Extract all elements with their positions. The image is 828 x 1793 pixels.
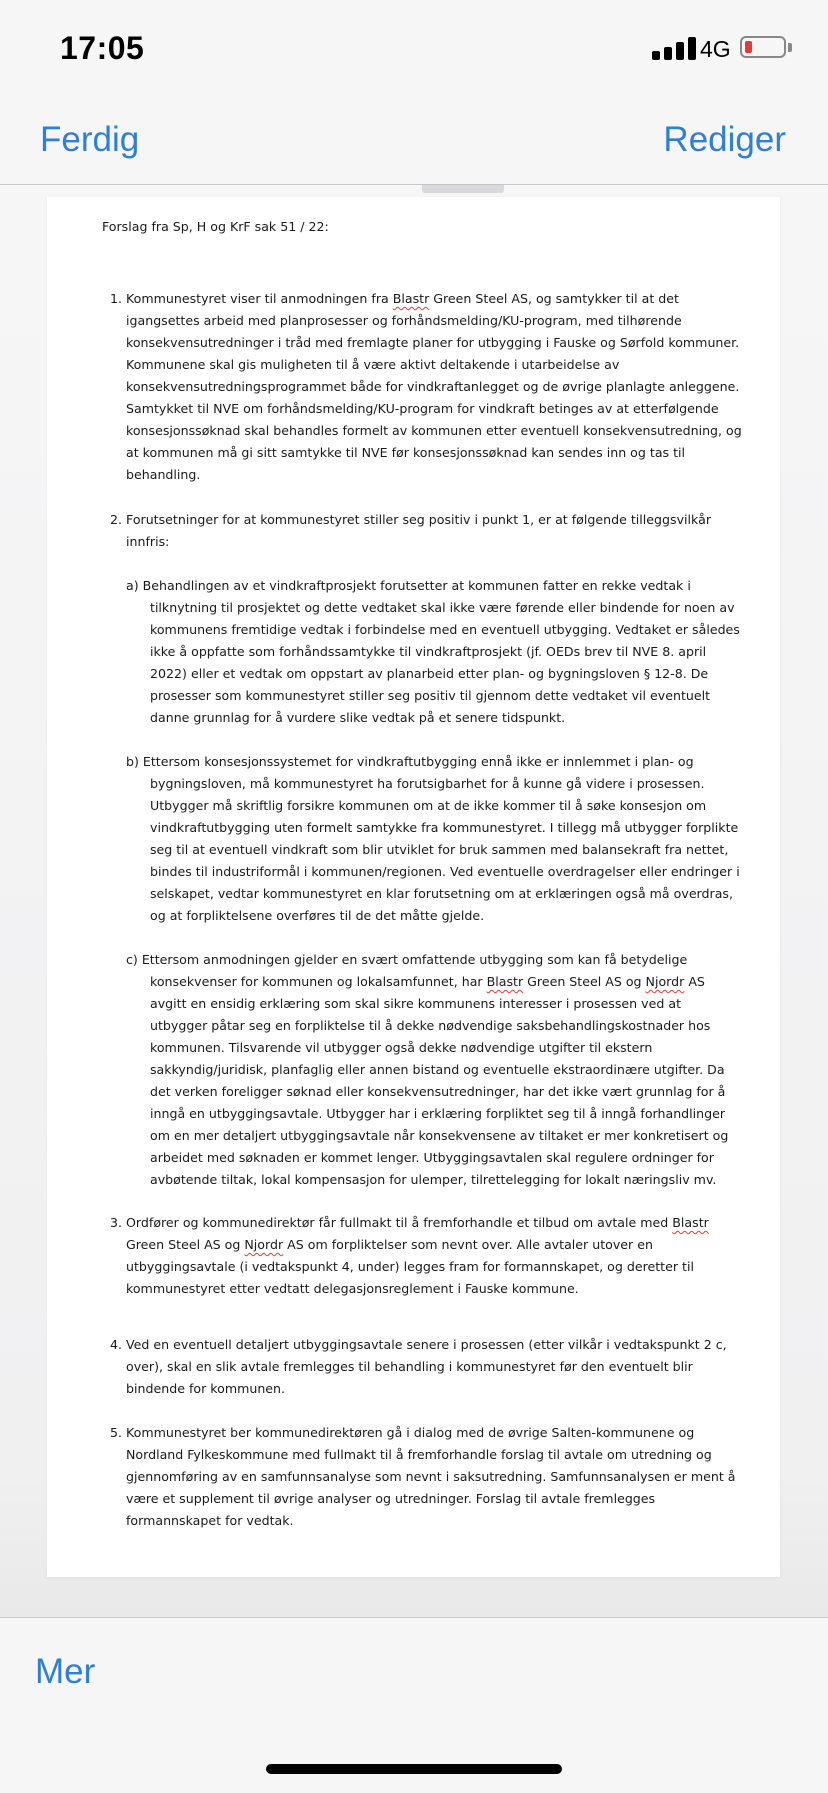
list-item-2a: a) Behandlingen av et vindkraftprosjekt forutsetter at kommunen fatter en rekke vedtak i tilknytning til prosjektet og dette vedtaket skal ikke være førende eller bindende for noen av kommunens fremtidige vedtak i forbindelse med en eventuell utbygging. Vedtaket er således ikke å oppfatte som forhåndssamtykke til vindkraftprosjekt (jf. OEDs brev til NVE 8. april 2022) eller et vedtak om oppstart av planarbeid etter plan- og bygningsloven § 12-8. De prosesser som kommunestyret stiller seg positiv til gjennom dette vedtaket vil eventuelt danne grunnlag for å vurdere slike vedtak på et senere tidspunkt. xyxy=(126,578,740,725)
document-viewer[interactable] xyxy=(0,185,828,1617)
document-page xyxy=(47,197,780,1577)
document-heading: Forslag fra Sp, H og KrF sak 51 / 22: xyxy=(102,219,329,234)
battery-tip xyxy=(788,43,792,52)
misspelled-word: Njordr xyxy=(244,1237,284,1252)
done-button[interactable]: Ferdig xyxy=(40,120,140,159)
list-item-2: 2. Forutsetninger for at kommunestyret stiller seg positiv i punkt 1, er at følgende tilleggsvilkår innfris: xyxy=(110,512,712,549)
list-item-2b: b) Ettersom konsesjonssystemet for vindkraftutbygging ennå ikke er innlemmet i plan- og bygningsloven, må kommunestyret ha forutsigbarhet for å kunne gå videre i prosessen. Utbygger må skriftlig forsikre kommunen om at de ikke kommer til å søke konsesjon om vindkraftutbygging uten formelt samtykke fra kommunestyret. I tillegg må utbygger forplikte seg til at eventuell vindkraft som blir utviklet for bruk sammen med balansekraft fra nettet, bindes til industriformål i kommunen/regionen. Ved eventuelle overdragelser eller endringer i selskapet, vedtar kommunestyret en klar forutsetning om at erklæringen også må overdras, og at forpliktelsene overføres til de det måtte gjelde. xyxy=(126,754,740,923)
list-item-3: 3. Ordfører og kommunedirektør får fullmakt til å fremforhandle et tilbud om avtale med Blastr Green Steel AS og Njordr AS om forpliktelser som nevnt over. Alle avtaler utover en utbyggingsavtale (i vedtakspunkt 4, under) legges fram for formannskapet, og deretter til kommunestyret etter vedtatt delegasjonsreglement i Fauske kommune. xyxy=(110,1215,709,1296)
scroll-tab[interactable] xyxy=(422,185,504,193)
misspelled-word: Blastr xyxy=(486,974,524,989)
status-time: 17:05 xyxy=(60,30,145,66)
status-bar xyxy=(0,0,828,92)
list-item-1: 1. Kommunestyret viser til anmodningen fra Blastr Green Steel AS, og samtykker til at det igangsettes arbeid med planprosesser og forhåndsmelding/KU-program, med tilhørende konsekvensutredninger i tråd med fremlagte planer for utbygging i Fauske og Sørfold kommuner. Kommunene skal gis muligheten til å være aktivt deltakende i utarbeidelse av konsekvensutredningsprogrammet både for vindkraftanlegget og de øvrige planlagte anleggene. Samtykket til NVE om forhåndsmelding/KU-program for vindkraft betinges av at etterfølgende konsesjonssøknad skal behandles formelt av kommunen etter eventuell konsekvensutredning, og at kommunen må gi sitt samtykke til NVE før konsesjonssøknad kan sendes inn og tas til behandling. xyxy=(110,291,742,482)
list-item-5: 5. Kommunestyret ber kommunedirektøren gå i dialog med de øvrige Salten-kommunene og Nordland Fylkeskommune med fullmakt til å fremforhandle forslag til avtale om utredning og gjennomføring av en samfunnsanalyse som nevnt i saksutredning. Samfunnsanalysen er ment å være et supplement til øvrige analyser og utredninger. Forslag til avtale fremlegges formannskapet for vedtak. xyxy=(110,1425,736,1528)
list-item-2c: c) Ettersom anmodningen gjelder en svært omfattende utbygging som kan få betydelige konsekvenser for kommunen og lokalsamfunnet, har Blastr Green Steel AS og Njordr AS avgitt en ensidig erklæring som skal sikre kommunens interesser i prosessen ved at utbygger påtar seg en forpliktelse til å dekke nødvendige saksbehandlingskostnader hos kommunen. Tilsvarende vil utbygger også dekke nødvendige utgifter til ekstern sakkyndig/juridisk, planfaglig eller annen bistand og eventuelle ekstraordinære utgifter. Da det verken foreligger søknad eller konsekvensutredninger, har det ikke vært grunnlag for å inngå en utbyggingsavtale. Utbygger har i erklæring forpliktet seg til å inngå forhandlinger om en mer detaljert utbyggingsavtale når konsekvensene av tiltaket er mer konkretisert og arbeidet med søknaden er kommet lenger. Utbyggingsavtalen skal regulere ordninger for avbøtende tiltak, lokal kompensasjon for ulemper, tilrettelegging for lokalt næringsliv mv. xyxy=(126,952,729,1187)
edit-button[interactable]: Rediger xyxy=(663,120,786,159)
signal-icon xyxy=(652,36,698,60)
nav-bar xyxy=(0,92,828,185)
battery-icon xyxy=(740,36,786,58)
misspelled-word: Blastr xyxy=(392,291,430,306)
misspelled-word: Blastr xyxy=(672,1215,709,1230)
network-type: 4G xyxy=(700,36,731,62)
list-item-4: 4. Ved en eventuell detaljert utbyggingsavtale senere i prosessen (etter vilkår i vedtakspunkt 2 c, over), skal en slik avtale fremlegges til behandling i kommunestyret før den eventuelt blir bindende for kommunen. xyxy=(110,1337,727,1396)
more-button[interactable]: Mer xyxy=(35,1652,96,1691)
misspelled-word: Njordr xyxy=(645,974,685,989)
home-indicator[interactable] xyxy=(266,1764,562,1774)
